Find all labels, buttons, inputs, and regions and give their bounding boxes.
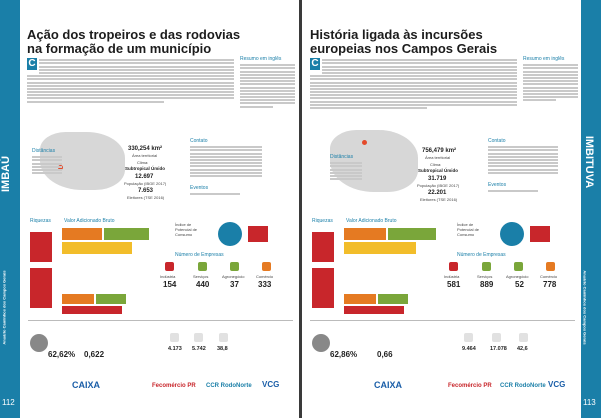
- right-title-line-2: europeias nos Campos Gerais: [310, 41, 498, 56]
- left-sidebar: [0, 0, 20, 418]
- left-count-label-3: Comércio: [256, 274, 274, 279]
- right-count-label-3: Comércio: [540, 274, 558, 279]
- right-logo-ccr: CCR RodoNorte: [500, 383, 546, 389]
- left-sidebar-name: IMBAÚ: [0, 155, 13, 193]
- left-page-number: 112: [2, 398, 15, 407]
- right-sidebar-heading: Resumo em inglês: [523, 56, 565, 62]
- right-area: 756,479 km²: [422, 148, 457, 154]
- right-pib-bar-agro: [344, 242, 416, 254]
- right-count-label-1: Serviços: [477, 274, 493, 279]
- right-industry-icon: [449, 262, 458, 271]
- left-climate-label: Clima:: [137, 160, 149, 165]
- left-pib-bar-industry: [62, 228, 102, 240]
- left-sidebar-heading: Resumo em inglês: [240, 56, 282, 62]
- right-pib-bar-industry: [344, 228, 386, 240]
- right-distances-list: [330, 161, 362, 181]
- left-distances-label: Distâncias: [32, 148, 56, 154]
- left-index-label-3: Consumo: [175, 232, 193, 237]
- left-bottom-val-0: 4.173: [168, 346, 182, 352]
- left-area: 330,254 km²: [128, 146, 163, 152]
- right-count-1: 889: [480, 280, 494, 289]
- right-prod-bar-1: [344, 294, 376, 304]
- left-index-label: Índice de: [175, 222, 192, 227]
- right-bottom-val-2: 42,6: [517, 346, 528, 352]
- left-contact-label: Contato: [190, 138, 208, 144]
- right-riquezas-label: Riquezas: [312, 218, 333, 224]
- right-count-label-2: Agronegócio: [506, 274, 529, 279]
- right-prod-bar-2: [378, 294, 408, 304]
- left-urban-bar: [248, 226, 268, 242]
- right-distances-label: Distâncias: [330, 154, 354, 160]
- right-climate-label: Clima:: [430, 162, 442, 167]
- right-title: [310, 28, 550, 56]
- left-population-label: População (IBGE 2017): [124, 181, 167, 186]
- left-logo-ccr: CCR RodoNorte: [206, 383, 252, 389]
- right-events-label: Eventos: [488, 182, 507, 188]
- right-title-line-1: História ligada às incursões: [310, 27, 483, 42]
- right-sidebar-name: IMBITUVA: [583, 135, 596, 189]
- right-climate: Subtropical Úmido: [418, 168, 459, 173]
- left-pib-bar-services: [104, 228, 149, 240]
- right-pib-bar-services: [388, 228, 436, 240]
- right-urban-bar: [530, 226, 550, 242]
- right-bottom-val-0: 9.464: [462, 346, 476, 352]
- left-dropcap: C: [28, 58, 36, 69]
- left-area-label: Área territorial: [132, 153, 158, 158]
- right-index-label: Índice de: [457, 222, 474, 227]
- right-population-label: População (IBGE 2017): [417, 183, 460, 188]
- left-distances-list: [32, 155, 62, 175]
- right-sidebar-sub: Anuário Caminhos dos Campos Gerais: [582, 270, 588, 345]
- right-gini: 0,66: [377, 350, 393, 359]
- left-total-circle: [218, 222, 242, 246]
- left-agro-bar: [30, 268, 52, 308]
- right-logo-vcg: VCG: [548, 380, 566, 389]
- left-bottom-val-2: 38,8: [217, 346, 228, 352]
- left-contact-text: [190, 145, 262, 178]
- left-sidebar-sub: Anuário Caminhos dos Campos Gerais: [1, 270, 7, 345]
- left-title-line-2: na formação de um município: [27, 41, 212, 56]
- right-contact-text: [488, 145, 558, 175]
- left-pib-bar-total: [30, 232, 52, 262]
- right-dropcap: C: [311, 58, 319, 69]
- right-page-number: 113: [583, 398, 596, 407]
- left-pib-label: Valor Adicionado Bruto: [64, 218, 115, 224]
- left-logo-fecomercio: Fecomércio PR: [152, 383, 196, 389]
- left-logo-caixa: CAIXA: [72, 380, 101, 390]
- left-index-label-2: Potencial de: [175, 227, 198, 232]
- left-climate: Subtropical Úmido: [125, 166, 166, 171]
- right-voters: 22.201: [428, 190, 447, 196]
- left-prod-bar-2: [96, 294, 126, 304]
- right-divider: [310, 320, 575, 321]
- right-total-circle: [500, 222, 524, 246]
- left-events-label: Eventos: [190, 185, 209, 191]
- right-idh: 62,86%: [330, 350, 358, 359]
- left-riquezas-label: Riquezas: [30, 218, 51, 224]
- left-population: 12.697: [135, 174, 154, 180]
- right-logo-fecomercio: Fecomércio PR: [448, 383, 492, 389]
- right-agro-bar: [312, 268, 334, 308]
- left-stat-icon-3: [219, 333, 228, 342]
- right-stat-icon-3: [519, 333, 528, 342]
- right-contact-label: Contato: [488, 138, 506, 144]
- left-count-1: 440: [196, 280, 210, 289]
- right-count-0: 581: [447, 280, 461, 289]
- right-commerce-icon: [546, 262, 555, 271]
- left-prod-bar-1: [62, 294, 94, 304]
- left-count-0: 154: [163, 280, 177, 289]
- left-body-text: [39, 58, 234, 104]
- right-count-3: 778: [543, 280, 557, 289]
- left-stat-icon-2: [194, 333, 203, 342]
- left-count-2: 37: [230, 280, 239, 289]
- left-idh: 62,62%: [48, 350, 76, 359]
- left-side-text: [240, 63, 295, 109]
- left-voters: 7.653: [138, 188, 154, 194]
- left-page: [0, 0, 299, 418]
- services-icon: [198, 262, 207, 271]
- commerce-icon: [262, 262, 271, 271]
- right-pib-label: Valor Adicionado Bruto: [346, 218, 397, 224]
- left-count-3: 333: [258, 280, 272, 289]
- right-agro-icon: [514, 262, 523, 271]
- left-pib-bar-agro: [62, 242, 132, 254]
- left-title: [27, 28, 267, 56]
- right-prod-bar-3: [344, 306, 404, 314]
- right-services-icon: [482, 262, 491, 271]
- right-sidebar: [581, 0, 601, 418]
- left-title-line-1: Ação dos tropeiros e das rodovias: [27, 27, 241, 42]
- left-prod-bar-3: [62, 306, 122, 314]
- agro-icon: [230, 262, 239, 271]
- right-map-pin: [362, 140, 367, 145]
- left-gini: 0,622: [84, 350, 105, 359]
- right-count-2: 52: [515, 280, 524, 289]
- left-count-label-0: Indústria: [160, 274, 176, 279]
- right-idh-icon: [312, 334, 330, 352]
- right-stat-icon-2: [492, 333, 501, 342]
- right-side-text: [523, 63, 578, 102]
- left-idh-icon: [30, 334, 48, 352]
- right-index-label-2: Potencial de: [457, 227, 480, 232]
- left-count-label-1: Serviços: [193, 274, 209, 279]
- left-voters-label: Eleitores (TSE 2016): [127, 195, 165, 200]
- right-bottom-val-1: 17.078: [490, 346, 507, 352]
- right-logo-caixa: CAIXA: [374, 380, 403, 390]
- right-page: [302, 0, 601, 418]
- left-logo-vcg: VCG: [262, 380, 280, 389]
- left-stat-icon-1: [170, 333, 179, 342]
- left-events-text: [190, 192, 240, 196]
- right-population: 31.719: [428, 176, 447, 182]
- left-divider: [28, 320, 293, 321]
- right-events-text: [488, 189, 538, 193]
- right-pib-bar-total: [312, 232, 334, 262]
- right-count-label-0: Indústria: [444, 274, 460, 279]
- left-count-label-2: Agronegócio: [222, 274, 245, 279]
- left-bottom-val-1: 5.742: [192, 346, 206, 352]
- right-area-label: Área territorial: [425, 155, 451, 160]
- right-voters-label: Eleitores (TSE 2016): [420, 197, 458, 202]
- right-body-text: [322, 58, 517, 110]
- industry-icon: [165, 262, 174, 271]
- left-empresas-label: Número de Empresas: [175, 252, 224, 258]
- right-empresas-label: Número de Empresas: [457, 252, 506, 258]
- right-stat-icon-1: [464, 333, 473, 342]
- right-index-label-3: Consumo: [457, 232, 475, 237]
